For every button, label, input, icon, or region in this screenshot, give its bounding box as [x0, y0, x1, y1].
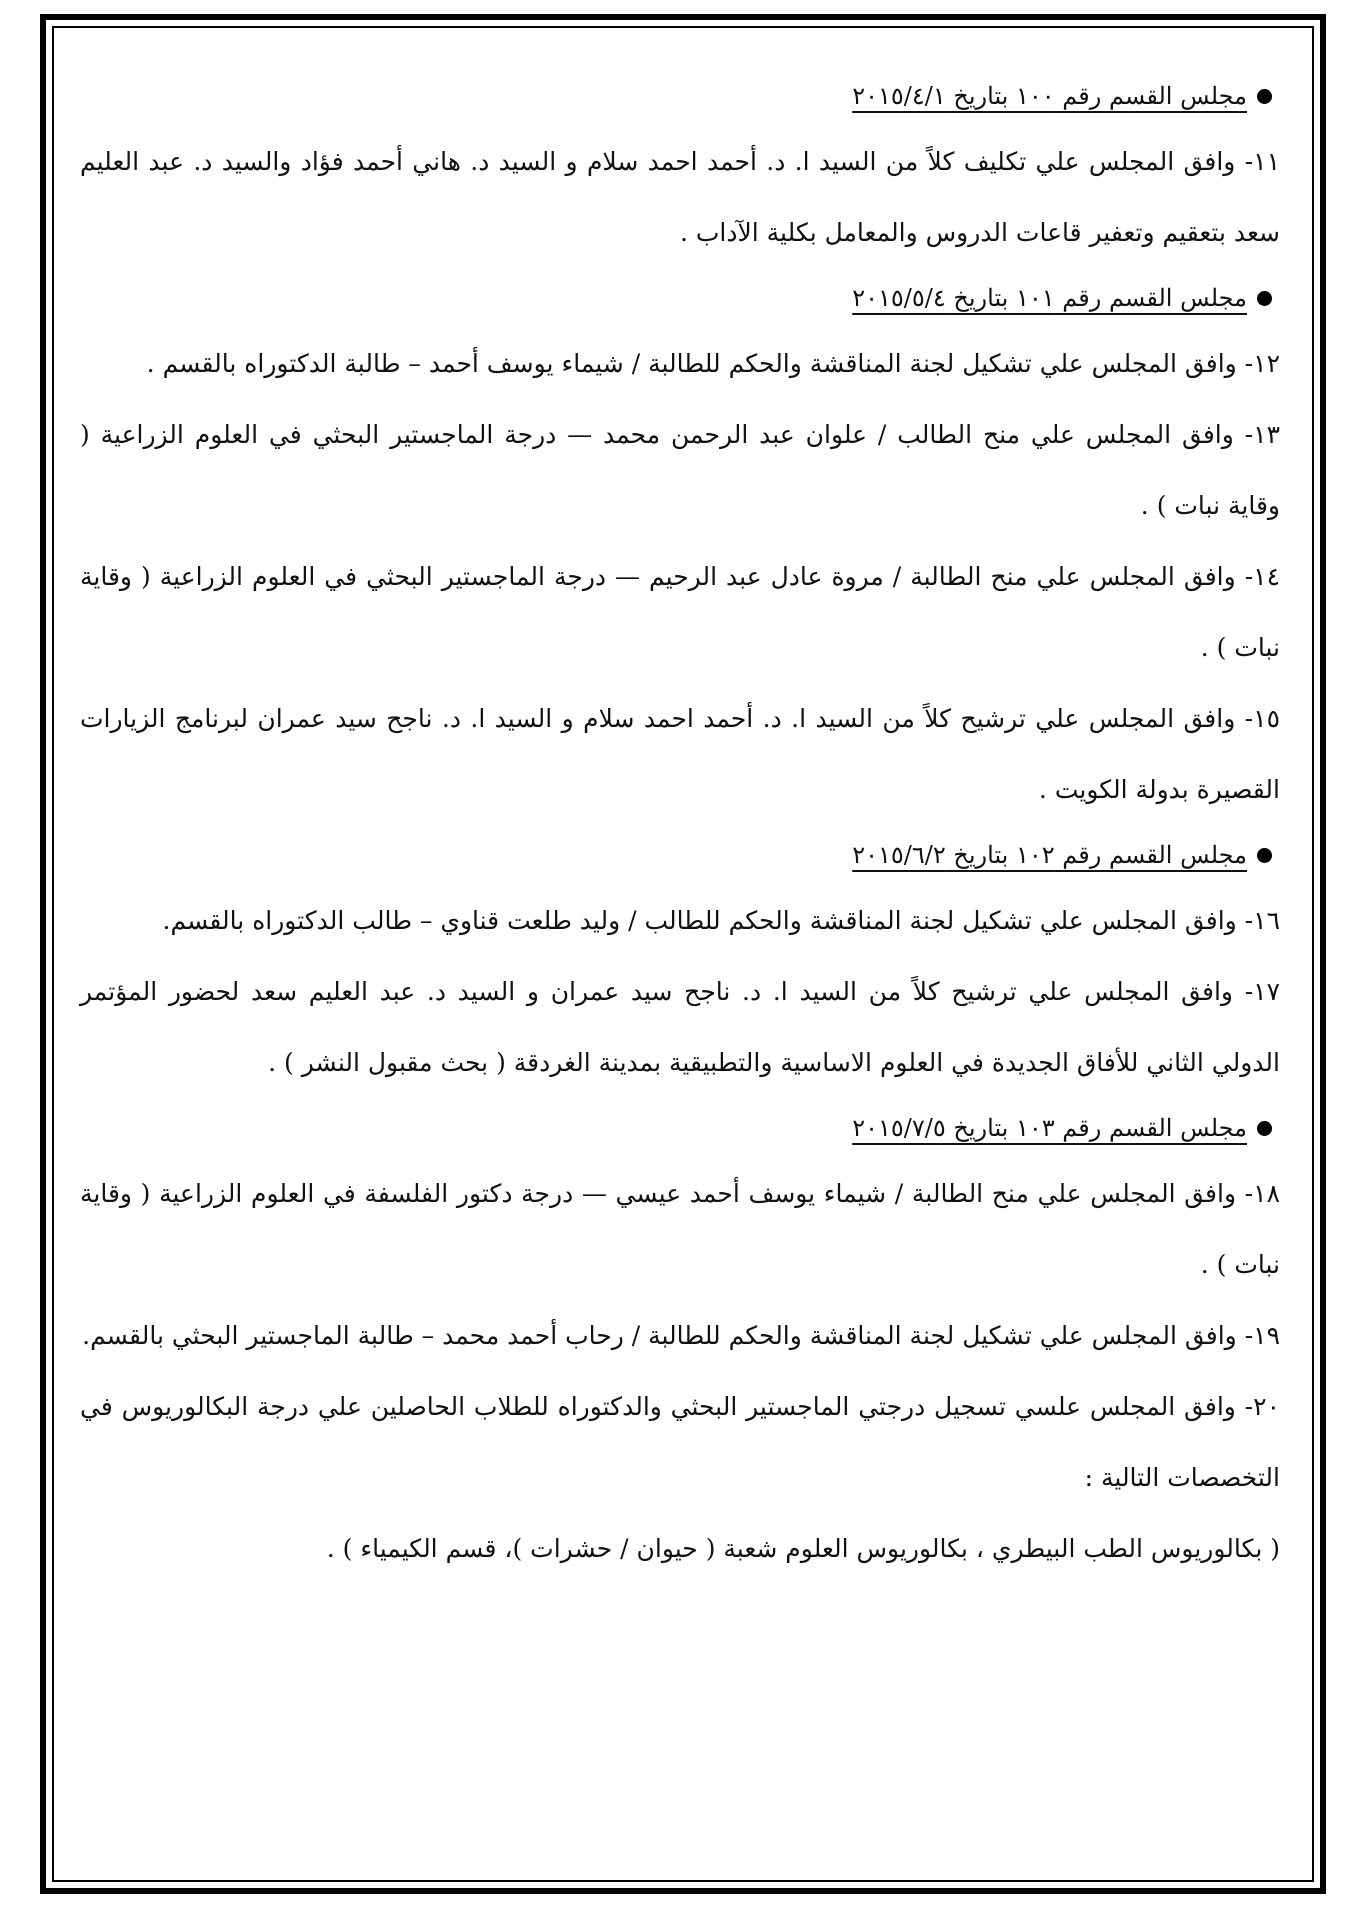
minute-item: ١٨- وافق المجلس علي منح الطالبة / شيماء يوسف أحمد عيسي — درجة دكتور الفلسفة في العلوم الزراعية ( وقاية نبات ) . [80, 1179, 1280, 1279]
session-heading [80, 825, 1272, 885]
document-body [80, 66, 1280, 1584]
session-heading-text: مجلس القسم رقم ١٠٠ بتاريخ ٢٠١٥/٤/١ [852, 81, 1247, 110]
session-heading-text: مجلس القسم رقم ١٠٢ بتاريخ ٢٠١٥/٦/٢ [852, 840, 1247, 869]
specializations-list: ( بكالوريوس الطب البيطري ، بكالوريوس العلوم شعبة ( حيوان / حشرات )، قسم الكيمياء ) . [326, 1534, 1280, 1563]
session-heading [80, 268, 1272, 328]
session-heading [80, 1098, 1272, 1158]
session-heading-text: مجلس القسم رقم ١٠٣ بتاريخ ٢٠١٥/٧/٥ [852, 1113, 1247, 1142]
minute-item: ١٧- وافق المجلس علي ترشيح كلاً من السيد ا. د. ناجح سيد عمران و السيد د. عبد العليم سعد لحضور المؤتمر الدولي الثاني للأفاق الجديدة في العلوم الاساسية والتطبيقية بمدينة الغردقة ( بحث مقبول النشر ) . [80, 977, 1280, 1077]
minute-item: ٢٠- وافق المجلس علسي تسجيل درجتي الماجستير البحثي والدكتوراه للطلاب الحاصلين علي درجة البكالوريوس في التخصصات التالية : [80, 1392, 1280, 1492]
minute-item: ١٢- وافق المجلس علي تشكيل لجنة المناقشة والحكم للطالبة / شيماء يوسف أحمد – طالبة الدكتوراه بالقسم . [146, 349, 1280, 378]
minute-item: ١٤- وافق المجلس علي منح الطالبة / مروة عادل عبد الرحيم — درجة الماجستير البحثي في العلوم الزراعية ( وقاية نبات ) . [80, 562, 1280, 662]
bullet-icon [1257, 291, 1272, 306]
minute-item: ١٩- وافق المجلس علي تشكيل لجنة المناقشة والحكم للطالبة / رحاب أحمد محمد – طالبة الماجستير البحثي بالقسم. [82, 1321, 1280, 1350]
minute-item: ١٥- وافق المجلس علي ترشيح كلاً من السيد ا. د. أحمد احمد سلام و السيد ا. د. ناجح سيد عمران لبرنامج الزيارات القصيرة بدولة الكويت . [80, 704, 1280, 804]
bullet-icon [1257, 848, 1272, 863]
session-heading-text: مجلس القسم رقم ١٠١ بتاريخ ٢٠١٥/٥/٤ [852, 283, 1247, 312]
bullet-icon [1257, 1121, 1272, 1136]
bullet-icon [1257, 89, 1272, 104]
minute-item: ١٦- وافق المجلس علي تشكيل لجنة المناقشة والحكم للطالب / وليد طلعت قناوي – طالب الدكتوراه بالقسم. [162, 906, 1280, 935]
minute-item: ١١- وافق المجلس علي تكليف كلاً من السيد ا. د. أحمد احمد سلام و السيد د. هاني أحمد فؤاد والسيد د. عبد العليم سعد بتعقيم وتعفير قاعات الدروس والمعامل بكلية الآداب . [80, 147, 1280, 247]
session-heading [80, 66, 1272, 126]
minute-item: ١٣- وافق المجلس علي منح الطالب / علوان عبد الرحمن محمد — درجة الماجستير البحثي في العلوم الزراعية ( وقاية نبات ) . [80, 420, 1280, 520]
